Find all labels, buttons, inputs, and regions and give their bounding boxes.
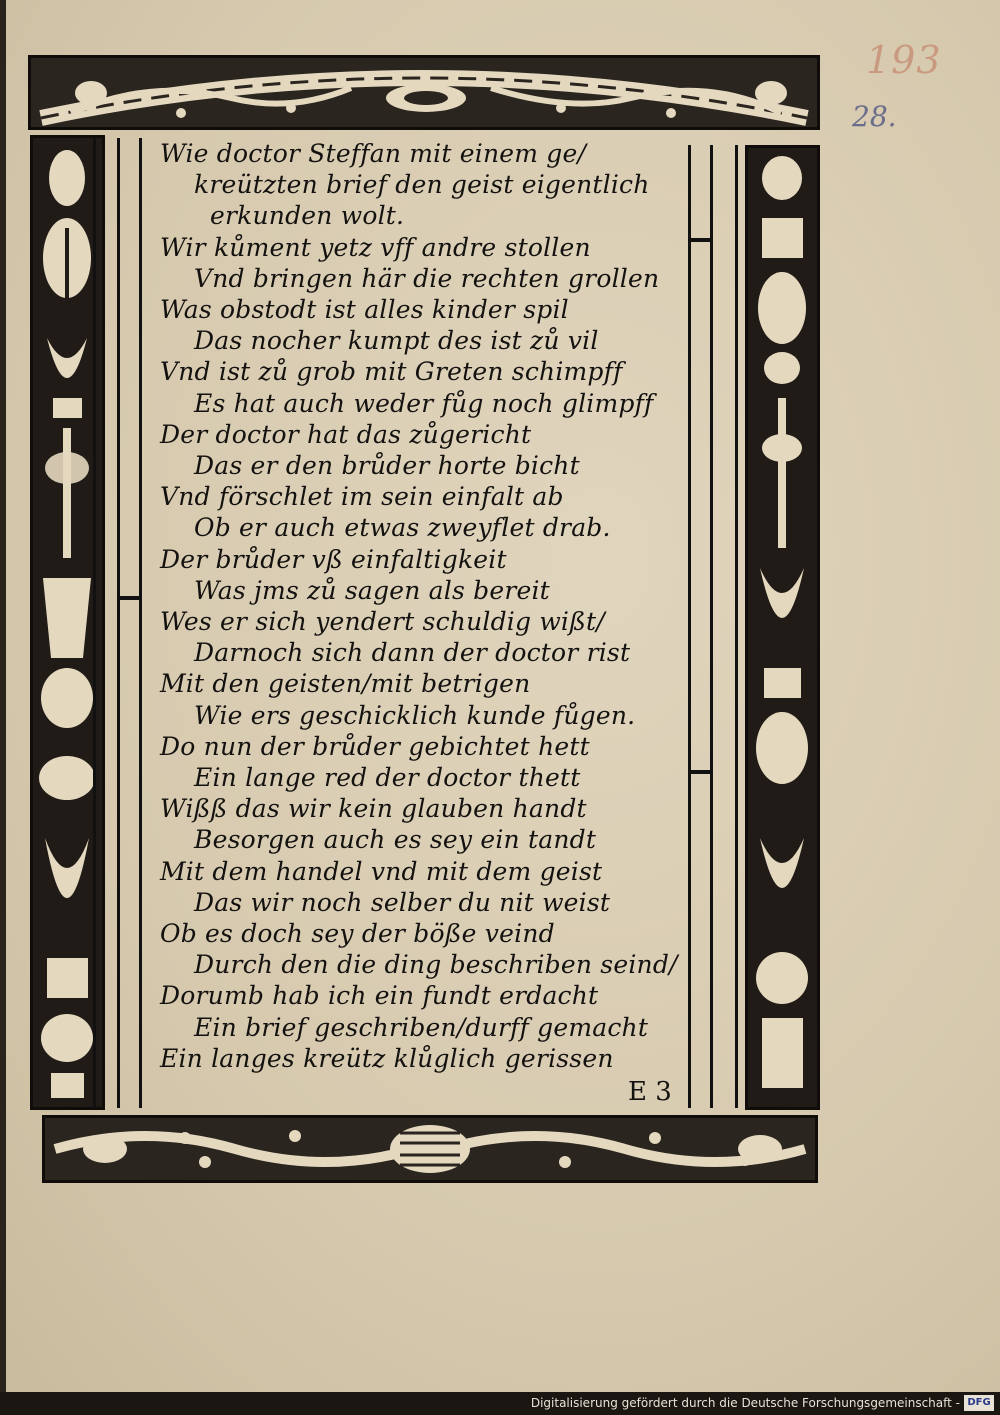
signature-mark: E 3 [628, 1077, 672, 1107]
verse-line: Ob es doch sey der böße veind [160, 919, 555, 949]
verse-line: Darnoch sich dann der doctor rist [194, 638, 631, 668]
text-block [160, 138, 700, 1074]
verse-line: Mit den geisten/mit betrigen [160, 669, 531, 699]
verse-line: Besorgen auch es sey ein tandt [194, 825, 597, 855]
verse-line: Vnd ist zů grob mit Greten schimpff [160, 357, 623, 387]
verse-line: Ein langes kreütz klůglich gerissen [160, 1043, 614, 1073]
verse-line: Der doctor hat das zůgericht [160, 419, 532, 449]
left-rule-middle [117, 138, 120, 1108]
verse-line: Ein lange red der doctor thett [194, 763, 581, 793]
verse-line: Mit dem handel vnd mit dem geist [160, 856, 603, 886]
left-rule-outer [93, 138, 96, 1108]
heading-line: erkunden wolt. [210, 201, 405, 231]
page-edge-shadow [0, 0, 6, 1392]
verse-line: Wißß das wir kein glauben handt [160, 794, 587, 824]
verse-line: Do nun der brůder gebichtet hett [160, 731, 590, 761]
verse-line: Was obstodt ist alles kinder spil [160, 295, 569, 325]
verse-line: Durch den die ding beschriben seind/ [194, 950, 678, 980]
verse-line: Vnd bringen här die rechten grollen [194, 263, 660, 293]
verse-line: Vnd förschlet im sein einfalt ab [160, 482, 564, 512]
heading-line: Wie doctor Steffan mit einem ge/ [160, 139, 587, 168]
digitization-footer [0, 1392, 1000, 1415]
verse-line: Ob er auch etwas zweyflet drab. [194, 513, 611, 543]
page-number: 28. [852, 100, 897, 133]
verse-line: Ein brief geschriben/durff gemacht [194, 1012, 649, 1042]
bottom-woodcut-border [42, 1115, 818, 1183]
verse-line: Was jms zů sagen als bereit [194, 575, 550, 605]
right-rule-edge [735, 145, 738, 1108]
left-rule-inner [139, 138, 142, 1108]
top-woodcut-border [28, 55, 820, 130]
verse-line: Das er den brůder horte bicht [194, 451, 580, 481]
right-rule-outer [710, 145, 713, 1108]
footer-credit: Digitalisierung gefördert durch die Deutsche Forschungsgemeinschaft - [530, 1396, 960, 1410]
verse-line: Wie ers geschicklich kunde fůgen. [194, 700, 636, 730]
verse-line: Der brůder vß einfaltigkeit [160, 544, 507, 574]
verse-line: Dorumb hab ich ein fundt erdacht [160, 981, 599, 1011]
verse-line: Es hat auch weder fůg noch glimpff [194, 388, 654, 418]
dfg-logo: DFG [964, 1395, 994, 1411]
verse-line: Wir kůment yetz vff andre stollen [160, 232, 591, 262]
verse-line: Das wir noch selber du nit weist [194, 887, 611, 917]
verse-line: Das nocher kumpt des ist zů vil [194, 326, 599, 356]
heading-line: kreützten brief den geist eigentlich [194, 170, 650, 200]
left-pointer-mark [119, 596, 139, 600]
verse-line: Wes er sich yendert schuldig wißt/ [160, 607, 605, 637]
right-woodcut-column [745, 145, 820, 1110]
folio-number: 193 [866, 38, 942, 82]
